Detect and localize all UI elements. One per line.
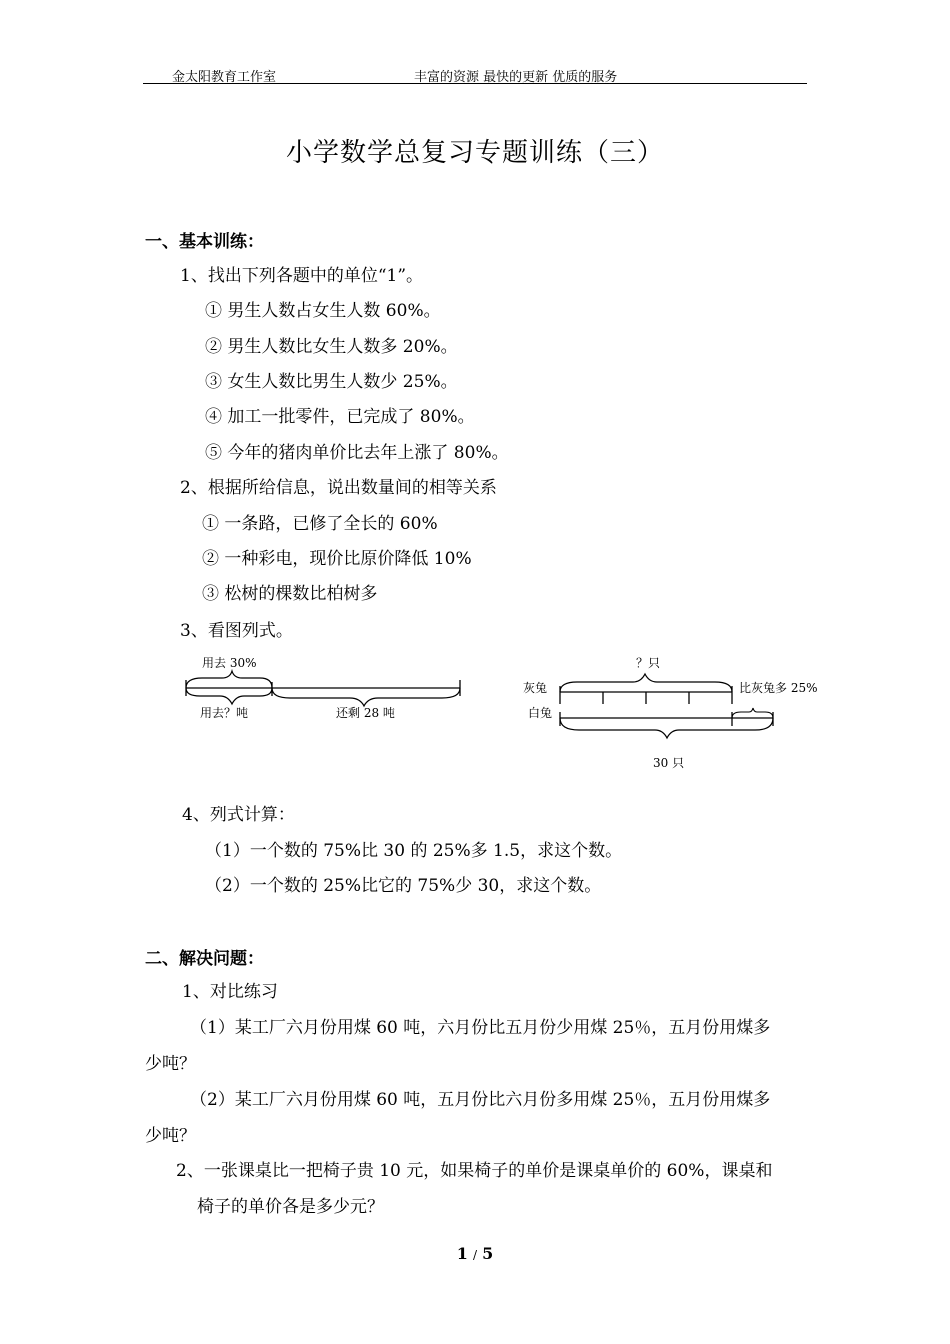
q1-item-1: ① 男生人数占女生人数 60%。 — [205, 301, 441, 321]
page-current: 1 — [456, 1244, 468, 1263]
s2-q2-line2: 椅子的单价各是多少元？ — [197, 1197, 384, 1217]
q4-prompt: 4、列式计算： — [182, 805, 295, 825]
diagram2-top-label: ？只 — [636, 656, 661, 670]
page-number — [0, 1244, 950, 1263]
page-separator: / — [472, 1248, 478, 1262]
diagram2-extra-label: 比灰兔多 25% — [739, 681, 818, 695]
s2-q1-p1-line2: 少吨？ — [145, 1054, 196, 1074]
q1-item-4: ④ 加工一批零件，已完成了 80%。 — [205, 407, 475, 427]
q3-prompt: 3、看图列式。 — [180, 621, 293, 641]
diagram2-row1-label: 灰兔 — [523, 681, 548, 695]
s2-q1-p2-line2: 少吨？ — [145, 1126, 196, 1146]
q4-item-2: （2）一个数的 25%比它的 75%少 30，求这个数。 — [205, 876, 602, 896]
diagram2-row2-label: 白兔 — [528, 706, 553, 720]
q2-prompt: 2、根据所给信息，说出数量间的相等关系 — [180, 478, 497, 498]
q1-item-5: ⑤ 今年的猪肉单价比去年上涨了 80%。 — [205, 443, 509, 463]
section1-heading: 一、基本训练： — [145, 232, 264, 252]
diagram1-top-label: 用去 30% — [202, 656, 257, 670]
q2-item-2: ② 一种彩电，现价比原价降低 10% — [202, 549, 472, 569]
page-title: 小学数学总复习专题训练（三） — [285, 138, 664, 168]
q2-item-3: ③ 松树的棵数比柏树多 — [202, 584, 378, 604]
q1-item-3: ③ 女生人数比男生人数少 25%。 — [205, 372, 458, 392]
header-left: 金太阳教育工作室 — [172, 70, 277, 85]
diagram2 — [555, 668, 785, 748]
section2-heading: 二、解决问题： — [145, 949, 264, 969]
q1-item-2: ② 男生人数比女生人数多 20%。 — [205, 337, 458, 357]
diagram1-bottom-right-label: 还剩 28 吨 — [336, 706, 395, 720]
header-rule — [143, 83, 807, 84]
q2-item-1: ① 一条路，已修了全长的 60% — [202, 514, 438, 534]
s2-q1-p1-line1: （1）某工厂六月份用煤 60 吨，六月份比五月份少用煤 25％，五月份用煤多 — [190, 1018, 771, 1038]
diagram2-bottom-label: 30 只 — [653, 756, 685, 770]
s2-q1-prompt: 1、对比练习 — [182, 982, 278, 1002]
q4-item-1: （1）一个数的 75%比 30 的 25%多 1.5，求这个数。 — [205, 841, 623, 861]
header-right: 丰富的资源 最快的更新 优质的服务 — [414, 70, 618, 85]
s2-q2-line1: 2、一张课桌比一把椅子贵 10 元，如果椅子的单价是课桌单价的 60%，课桌和 — [176, 1161, 773, 1181]
q1-prompt: 1、找出下列各题中的单位“1”。 — [180, 266, 424, 286]
page-total: 5 — [482, 1244, 494, 1263]
diagram1-bottom-left-label: 用去？吨 — [200, 706, 249, 720]
s2-q1-p2-line1: （2）某工厂六月份用煤 60 吨，五月份比六月份多用煤 25％，五月份用煤多 — [190, 1090, 771, 1110]
